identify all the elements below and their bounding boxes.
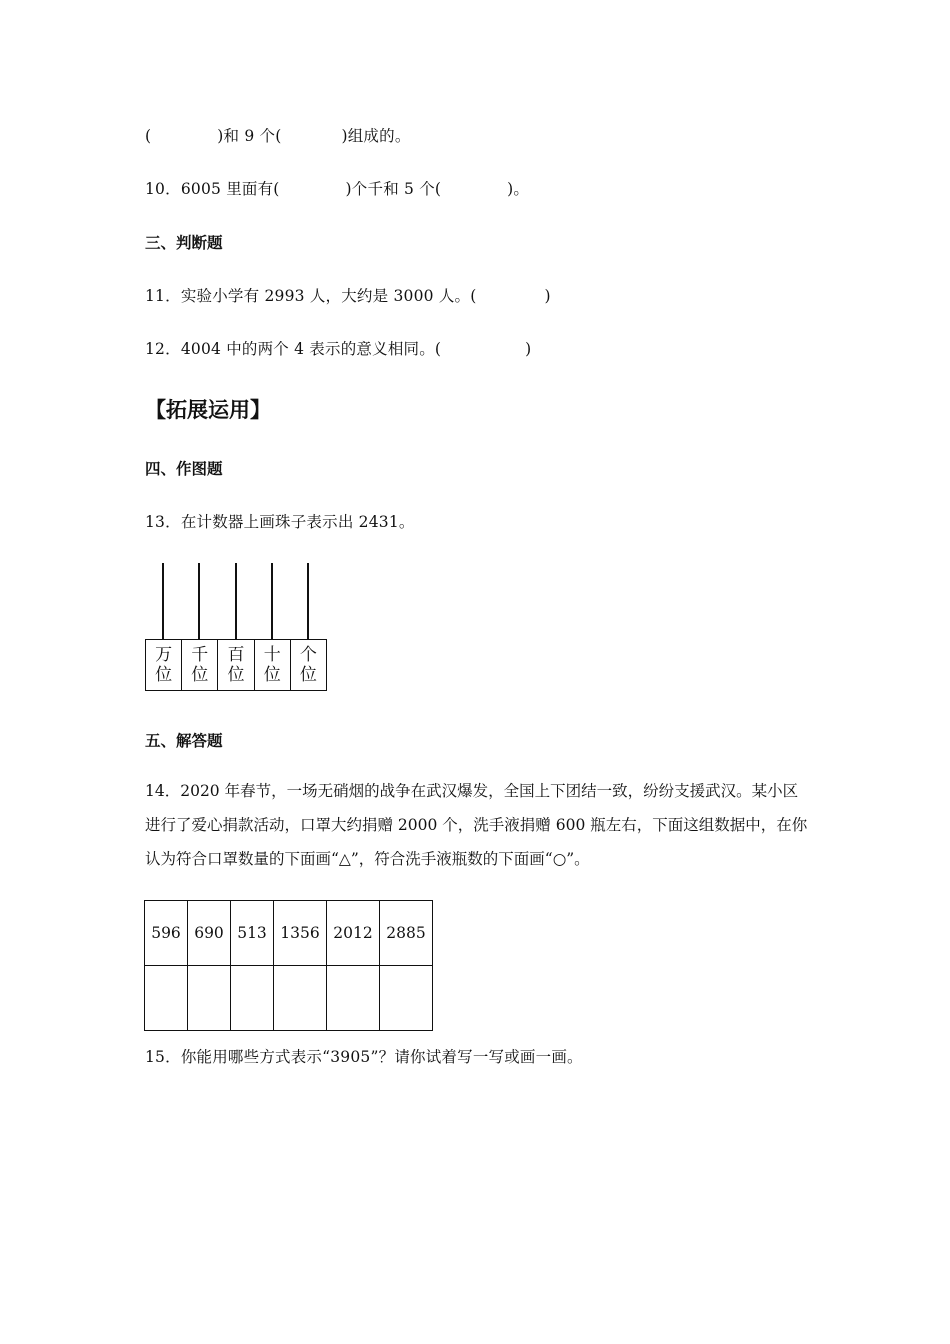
place-label-bottom: 位: [155, 665, 173, 685]
place-wan: [146, 640, 182, 690]
abacus-rod-qian[interactable]: [198, 563, 200, 639]
q9-text-a: (: [145, 127, 152, 145]
number-table: [144, 900, 433, 1031]
place-label-top: 万: [155, 645, 173, 665]
answer-cell[interactable]: [188, 966, 231, 1031]
q11-text-b: ): [544, 287, 551, 305]
table-cell: 690: [188, 901, 231, 966]
q11-text-a: 11．实验小学有 2993 人，大约是 3000 人。(: [145, 287, 477, 305]
table-cell: 2885: [380, 901, 433, 966]
q10-text-b: )个千和 5 个(: [345, 180, 442, 198]
answer-cell[interactable]: [380, 966, 433, 1031]
place-label-bottom: 位: [227, 665, 245, 685]
q14-text: 14．2020 年春节，一场无硝烟的战争在武汉爆发，全国上下团结一致，纷纷支援武汉。某小区进行了爱心捐款活动，口罩大约捐赠 2000 个，洗手液捐赠 600 瓶左右，下面这组数据中，在你认为符合口罩数量的下面画“△”，符合洗手液瓶数的下面画“○”。: [145, 782, 808, 868]
place-ge: [291, 640, 326, 690]
q12-line: [145, 337, 531, 359]
table-cell: 596: [145, 901, 188, 966]
section-extend-title: 【拓展运用】: [145, 398, 271, 422]
abacus-rod-wan[interactable]: [162, 563, 164, 639]
place-label-bottom: 位: [263, 665, 281, 685]
table-row-values: [145, 901, 433, 966]
place-label-top: 百: [227, 645, 245, 665]
table-cell: 2012: [327, 901, 380, 966]
table-cell: 1356: [274, 901, 327, 966]
judge-heading: 三、判断题: [145, 234, 223, 252]
abacus-counter: [145, 563, 327, 691]
abacus-rod-ge[interactable]: [307, 563, 309, 639]
q12-text-b: ): [525, 340, 532, 358]
q10-text-c: )。: [507, 180, 530, 198]
answer-cell[interactable]: [327, 966, 380, 1031]
place-label-bottom: 位: [299, 665, 317, 685]
q10-text-a: 10．6005 里面有(: [145, 180, 280, 198]
q12-text-a: 12．4004 中的两个 4 表示的意义相同。(: [145, 340, 442, 358]
place-qian: [182, 640, 218, 690]
q13-text: 13．在计数器上画珠子表示出 2431。: [145, 513, 415, 531]
place-label-top: 千: [191, 645, 209, 665]
answer-cell[interactable]: [145, 966, 188, 1031]
q10-line: [145, 177, 529, 199]
abacus-rod-shi[interactable]: [271, 563, 273, 639]
answer-heading: 五、解答题: [145, 732, 223, 750]
table-cell: 513: [231, 901, 274, 966]
place-shi: [255, 640, 291, 690]
place-label-top: 个: [299, 645, 317, 665]
table-row-answers: [145, 966, 433, 1031]
answer-cell[interactable]: [274, 966, 327, 1031]
q9-text-b: )和 9 个(: [217, 127, 282, 145]
q11-line: [145, 284, 551, 306]
abacus-place-labels: [145, 639, 327, 691]
draw-heading: 四、作图题: [145, 460, 223, 478]
answer-cell[interactable]: [231, 966, 274, 1031]
place-bai: [218, 640, 254, 690]
place-label-bottom: 位: [191, 665, 209, 685]
place-label-top: 十: [263, 645, 281, 665]
q9-line: [145, 124, 411, 146]
abacus-rod-bai[interactable]: [235, 563, 237, 639]
q9-text-c: )组成的。: [341, 127, 411, 145]
q15-text: 15．你能用哪些方式表示“3905”？请你试着写一写或画一画。: [145, 1048, 583, 1066]
